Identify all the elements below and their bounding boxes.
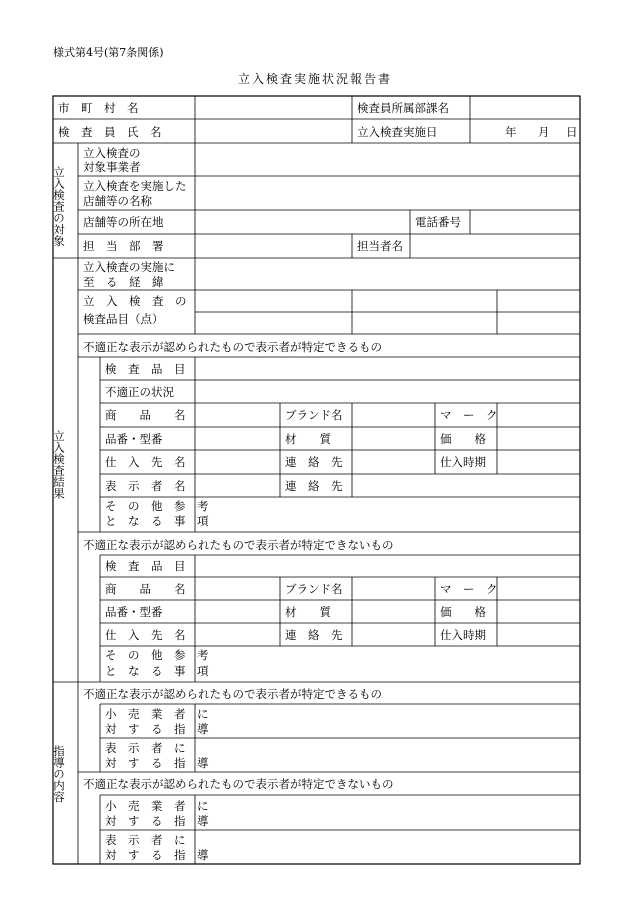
retailer-guidance-label-4: 対 す る 指 導 [105, 814, 209, 828]
mark-label: マ ー ク [440, 408, 498, 422]
contact-label-2: 連 絡 先 [285, 628, 343, 642]
dept-label: 担 当 部 署 [83, 239, 164, 253]
product-name-label-2: 商 品 名 [105, 582, 186, 596]
inspection-date-label: 立入検査実施日 [357, 125, 438, 139]
month-label: 月 [538, 125, 550, 139]
inspector-dept-label: 検査員所属部課名 [357, 101, 449, 115]
items-label-2: 検査品目（点） [83, 312, 164, 326]
guidance-identifiable-heading: 不適正な表示が認められたもので表示者が特定できるもの [83, 687, 382, 701]
labeler-guidance-label-3: 表 示 者 に [105, 833, 186, 847]
unidentifiable-heading: 不適正な表示が認められたもので表示者が特定できないもの [83, 538, 394, 552]
items-label-1: 立 入 検 査 の [83, 294, 187, 308]
model-no-label: 品番・型番 [105, 432, 163, 446]
material-label-2: 材 質 [285, 605, 331, 619]
supplier-label: 仕 入 先 名 [105, 455, 186, 469]
other-label-3: そ の 他 参 考 [105, 648, 209, 662]
other-label-2: と な る 事 項 [105, 514, 209, 528]
day-label: 日 [566, 125, 578, 139]
person-label: 担当者名 [357, 239, 403, 253]
other-label-4: と な る 事 項 [105, 664, 209, 678]
background-label-2: 至 る 経 緯 [83, 275, 164, 289]
brand-label: ブランド名 [285, 408, 343, 422]
business-label-2: 対象事業者 [83, 160, 141, 174]
price-label-2: 価 格 [440, 605, 486, 619]
identifiable-heading: 不適正な表示が認められたもので表示者が特定できるもの [83, 340, 382, 354]
business-label-1: 立入検査の [83, 146, 141, 160]
retailer-guidance-label-3: 小 売 業 者 に [105, 799, 209, 813]
store-address-label: 店舗等の所在地 [83, 215, 164, 229]
labeler-label: 表 示 者 名 [105, 479, 186, 493]
supplier-label-2: 仕 入 先 名 [105, 628, 186, 642]
material-label: 材 質 [285, 432, 331, 446]
retailer-guidance-label-2: 対 す る 指 導 [105, 722, 209, 736]
inspector-name-label: 検 査 員 氏 名 [58, 125, 162, 139]
purchase-time-label-2: 仕入時期 [440, 628, 486, 642]
phone-label: 電話番号 [415, 215, 461, 229]
results-side-label: 立入検査結果 [52, 430, 66, 499]
target-side-label: 立入検査の対象 [52, 166, 66, 247]
item-label: 検 査 品 目 [105, 362, 186, 376]
labeler-guidance-label-1: 表 示 者 に [105, 741, 186, 755]
labeler-contact-label: 連 絡 先 [285, 479, 343, 493]
background-label-1: 立入検査の実施に [83, 260, 175, 274]
contact-label: 連 絡 先 [285, 455, 343, 469]
guidance-side-label: 指導の内容 [52, 745, 66, 803]
page-title: 立入検査実施状況報告書 [237, 72, 392, 86]
store-name-label-1: 立入検査を実施した [83, 179, 187, 193]
form-number: 様式第4号(第7条関係) [53, 46, 164, 59]
product-name-label: 商 品 名 [105, 408, 186, 422]
municipality-label: 市 町 村 名 [58, 101, 139, 115]
item-label-2: 検 査 品 目 [105, 559, 186, 573]
year-label: 年 [505, 125, 517, 139]
mark-label-2: マ ー ク [440, 582, 498, 596]
model-no-label-2: 品番・型番 [105, 605, 163, 619]
price-label: 価 格 [440, 432, 486, 446]
other-label-1: そ の 他 参 考 [105, 499, 209, 513]
labeler-guidance-label-4: 対 す る 指 導 [105, 848, 209, 862]
store-name-label-2: 店舗等の名称 [83, 194, 152, 208]
status-label: 不適正の状況 [105, 385, 174, 399]
retailer-guidance-label-1: 小 売 業 者 に [105, 707, 209, 721]
guidance-unidentifiable-heading: 不適正な表示が認められたもので表示者が特定できないもの [83, 777, 394, 791]
brand-label-2: ブランド名 [285, 582, 343, 596]
labeler-guidance-label-2: 対 す る 指 導 [105, 756, 209, 770]
purchase-time-label: 仕入時期 [440, 455, 486, 469]
